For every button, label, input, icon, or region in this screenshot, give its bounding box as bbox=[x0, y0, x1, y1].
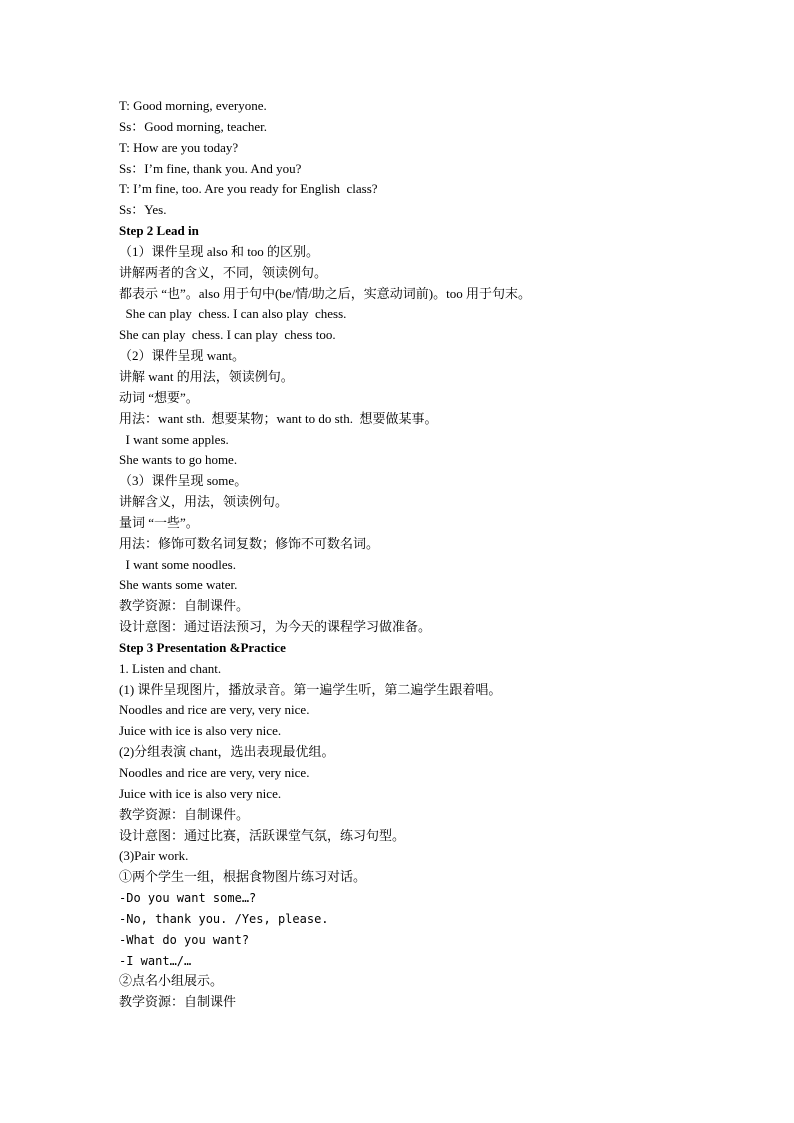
text-line: 讲解两者的含义，不同，领读例句。 bbox=[119, 264, 328, 280]
design-intent: 设计意图：通过语法预习，为今天的课程学习做准备。 bbox=[119, 619, 432, 635]
text-line: ②点名小组展示。 bbox=[119, 973, 224, 989]
step-heading: Step 3 Presentation &Practice bbox=[119, 639, 286, 655]
text-line: （1）课件呈现 also 和 too 的区别。 bbox=[119, 243, 320, 259]
text-line: （3）课件呈现 some。 bbox=[119, 473, 248, 489]
dialogue-line: -No, thank you. /Yes, please. bbox=[119, 911, 329, 926]
example-sentence: I want some noodles. bbox=[119, 556, 236, 572]
chant-line: Noodles and rice are very, very nice. bbox=[119, 765, 310, 780]
teaching-resource: 教学资源：自制课件。 bbox=[119, 806, 250, 822]
text-line: 讲解含义，用法，领读例句。 bbox=[119, 494, 289, 510]
chant-line: Juice with ice is also very nice. bbox=[119, 785, 282, 801]
design-intent: 设计意图：通过比赛，活跃课堂气氛，练习句型。 bbox=[119, 827, 406, 843]
dialogue-line: T: How are you today? bbox=[119, 139, 239, 155]
text-line: 都表示 “也”。also 用于句中(be/情/助之后，实意动词前)。too 用于句末。 bbox=[119, 285, 531, 301]
text-line: 用法：修饰可数名词复数；修饰不可数名词。 bbox=[119, 535, 380, 551]
teaching-resource: 教学资源：自制课件。 bbox=[119, 598, 250, 614]
dialogue-line: -What do you want? bbox=[119, 932, 250, 947]
text-line: 用法：want sth. 想要某物；want to do sth. 想要做某事。 bbox=[119, 410, 438, 426]
example-sentence: She can play chess. I can also play chess. bbox=[119, 306, 347, 322]
text-line: 动词 “想要”。 bbox=[119, 389, 199, 405]
text-line: (1) 课件呈现图片，播放录音。第一遍学生听，第二遍学生跟着唱。 bbox=[119, 681, 502, 697]
text-line: （2）课件呈现 want。 bbox=[119, 348, 246, 364]
text-line: 讲解 want 的用法，领读例句。 bbox=[119, 368, 294, 384]
example-sentence: I want some apples. bbox=[119, 431, 229, 447]
teaching-resource: 教学资源：自制课件 bbox=[119, 994, 237, 1010]
dialogue-line: T: Good morning, everyone. bbox=[119, 98, 267, 113]
step-heading: Step 2 Lead in bbox=[119, 223, 199, 239]
text-line: ①两个学生一组，根据食物图片练习对话。 bbox=[119, 869, 367, 885]
dialogue-line: -I want…/… bbox=[119, 953, 192, 968]
text-line: (2)分组表演 chant，选出表现最优组。 bbox=[119, 744, 335, 760]
text-line: 量词 “一些”。 bbox=[119, 514, 199, 530]
dialogue-line: Ss：I’m fine, thank you. And you? bbox=[119, 160, 302, 176]
dialogue-line: Ss：Yes. bbox=[119, 202, 167, 218]
dialogue-line: T: I’m fine, too. Are you ready for English class? bbox=[119, 181, 378, 197]
chant-line: Noodles and rice are very, very nice. bbox=[119, 702, 310, 718]
example-sentence: She wants some water. bbox=[119, 577, 238, 593]
dialogue-line: -Do you want some…? bbox=[119, 891, 257, 906]
text-line: 1. Listen and chant. bbox=[119, 660, 222, 676]
example-sentence: She can play chess. I can play chess too. bbox=[119, 327, 336, 343]
text-line: (3)Pair work. bbox=[119, 848, 189, 864]
lesson-plan-body bbox=[119, 96, 719, 1013]
example-sentence: She wants to go home. bbox=[119, 452, 238, 468]
chant-line: Juice with ice is also very nice. bbox=[119, 723, 282, 739]
dialogue-line: Ss：Good morning, teacher. bbox=[119, 118, 268, 134]
